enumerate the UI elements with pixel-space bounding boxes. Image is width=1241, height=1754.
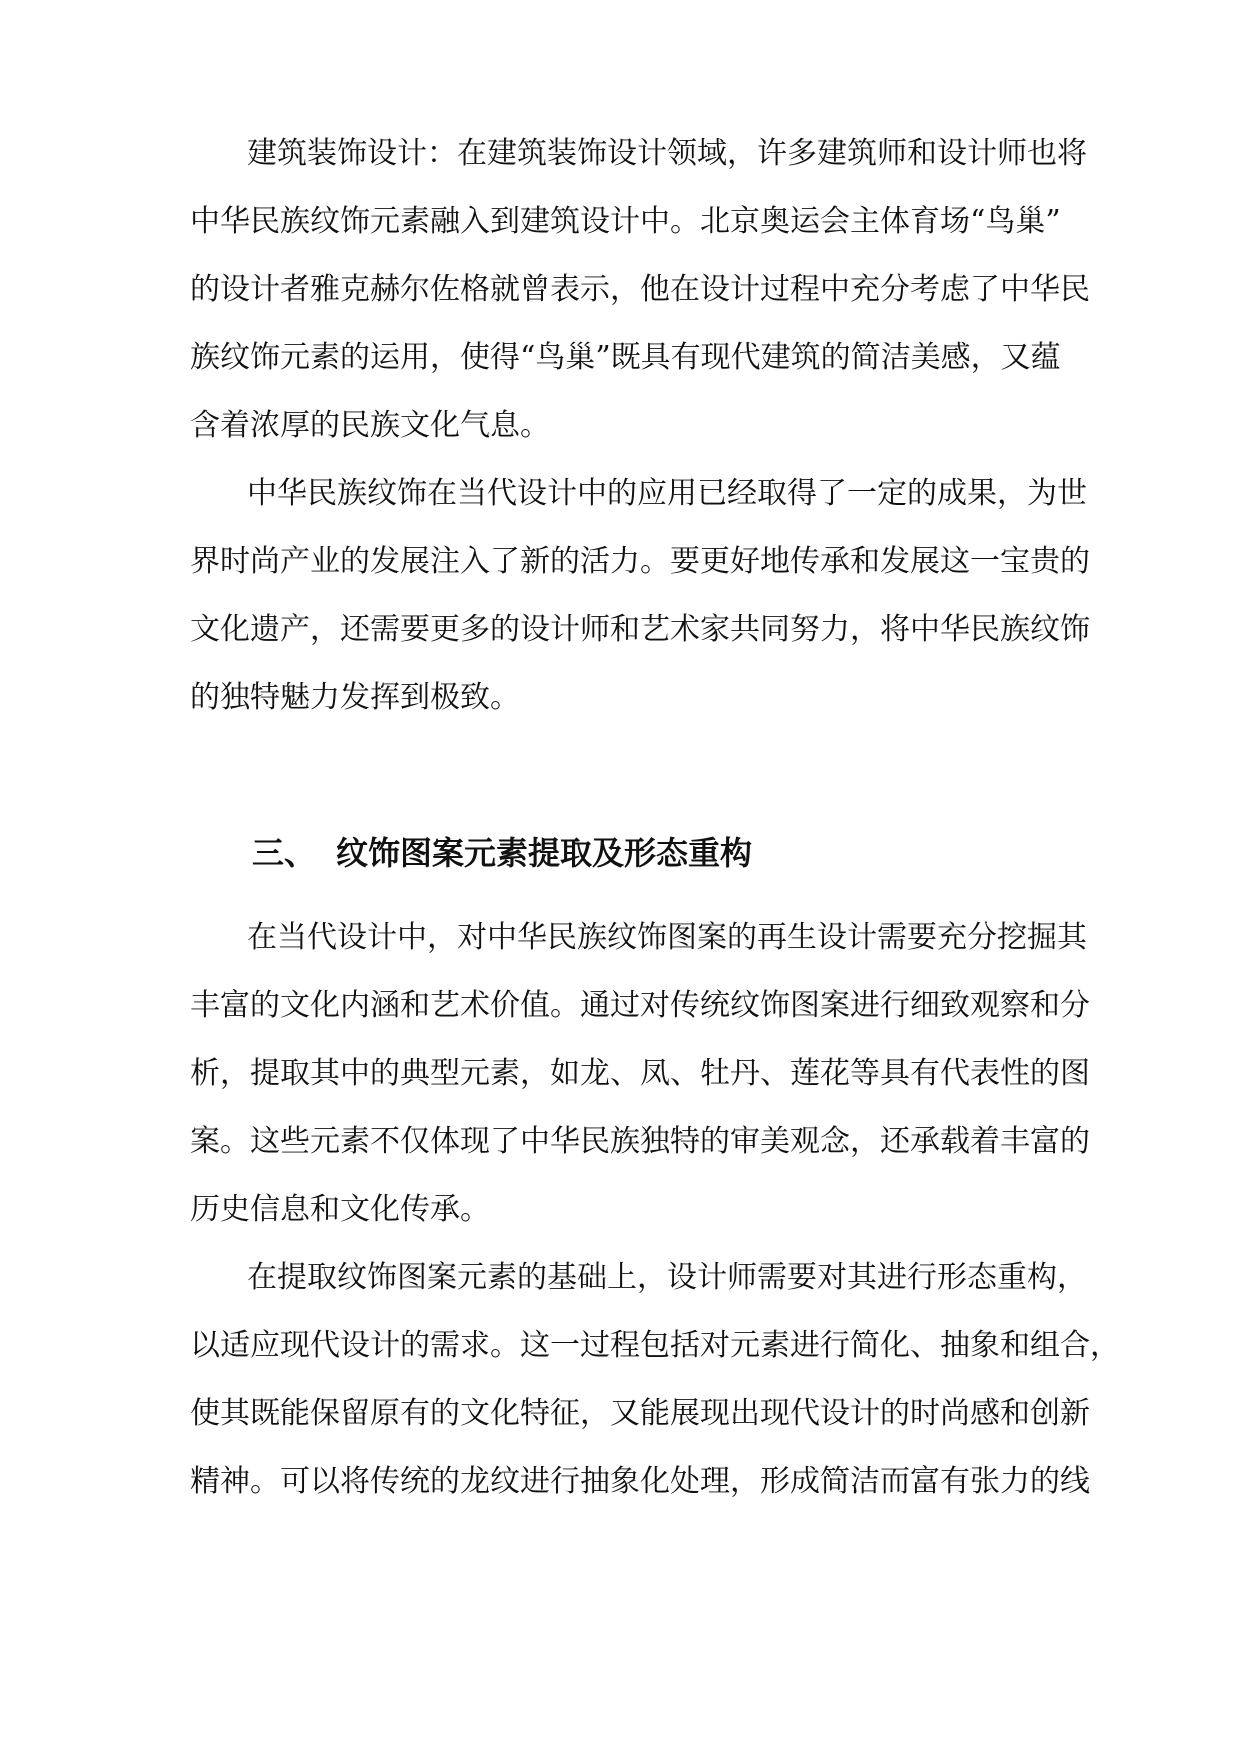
text-line: 文化遗产，还需要更多的设计师和艺术家共同努力，将中华民族纹饰 (190, 612, 1090, 647)
text-line: 中华民族纹饰在当代设计中的应用已经取得了一定的成果，为世 (247, 476, 1087, 511)
text-line: 使其既能保留原有的文化特征，又能展现出现代设计的时尚感和创新 (190, 1396, 1090, 1431)
text-line: 中华民族纹饰元素融入到建筑设计中。北京奥运会主体育场“鸟巢” (190, 204, 1061, 239)
text-line: 精神。可以将传统的龙纹进行抽象化处理，形成简洁而富有张力的线 (190, 1464, 1090, 1499)
text-line: 在提取纹饰图案元素的基础上，设计师需要对其进行形态重构， (247, 1260, 1087, 1295)
text-line: 在当代设计中，对中华民族纹饰图案的再生设计需要充分挖掘其 (247, 920, 1087, 955)
section-heading (252, 828, 752, 878)
text-line: 析，提取其中的典型元素，如龙、凤、牡丹、莲花等具有代表性的图 (190, 1056, 1090, 1091)
text-line: 历史信息和文化传承。 (190, 1192, 490, 1227)
text-line: 丰富的文化内涵和艺术价值。通过对传统纹饰图案进行细致观察和分 (190, 988, 1090, 1023)
section-title: 纹饰图案元素提取及形态重构 (336, 834, 753, 872)
text-line: 案。这些元素不仅体现了中华民族独特的审美观念，还承载着丰富的 (190, 1124, 1090, 1159)
text-line: 建筑装饰设计：在建筑装饰设计领域，许多建筑师和设计师也将 (247, 136, 1087, 171)
text-line: 的独特魅力发挥到极致。 (190, 680, 520, 715)
section-number: 三、 (252, 834, 317, 872)
text-line: 含着浓厚的民族文化气息。 (190, 408, 550, 443)
text-line: 界时尚产业的发展注入了新的活力。要更好地传承和发展这一宝贵的 (190, 544, 1090, 579)
text-line: 以适应现代设计的需求。这一过程包括对元素进行简化、抽象和组合， (190, 1328, 1120, 1363)
text-line: 的设计者雅克赫尔佐格就曾表示，他在设计过程中充分考虑了中华民 (190, 272, 1090, 307)
text-line: 族纹饰元素的运用，使得“鸟巢”既具有现代建筑的简洁美感，又蕴 (190, 340, 1061, 375)
